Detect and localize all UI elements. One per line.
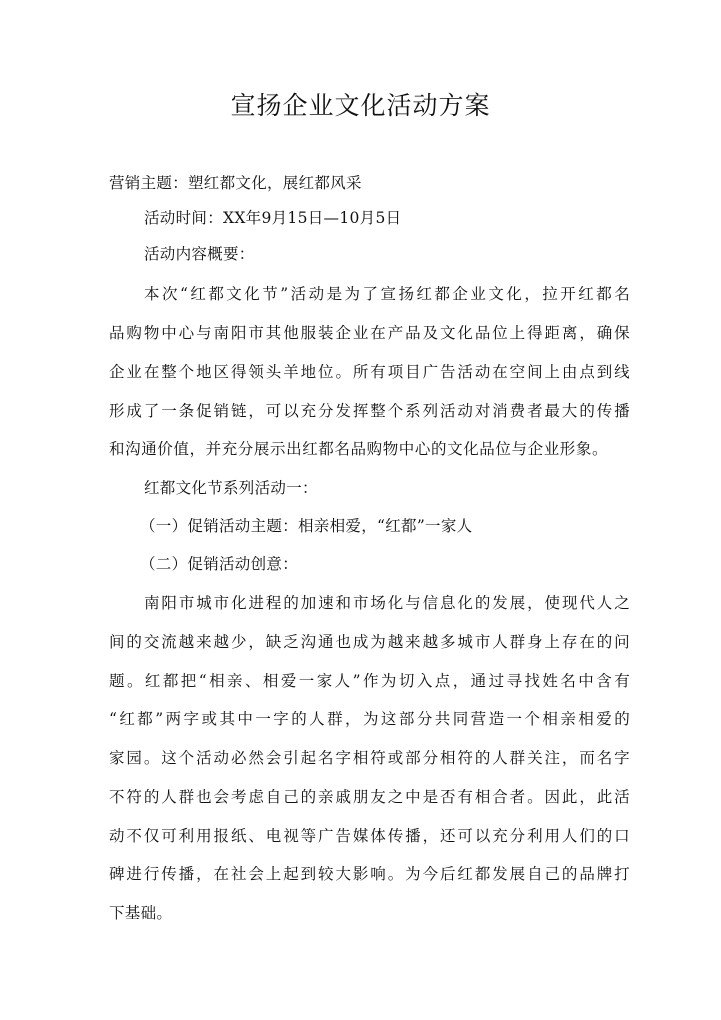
paragraph-line: 碑进行传播，在社会上起到较大影响。为今后红都发展自己的品牌打 (109, 865, 630, 883)
paragraph-line: 本次“红都文化节”活动是为了宣扬红都企业文化，拉开红都名 (144, 285, 630, 303)
document-title: 宣扬企业文化活动方案 (230, 91, 491, 120)
paragraph-line: 下基础。 (109, 904, 173, 922)
promotion-theme-line: （一）促销活动主题：相亲相爱，“红都”一家人 (140, 517, 473, 535)
paragraph-line: 间的交流越来越少，缺乏沟通也成为越来越多城市人群身上存在的问 (109, 633, 630, 651)
paragraph-line: 不符的人群也会考虑自己的亲戚朋友之中是否有相合者。因此，此活 (109, 788, 630, 806)
paragraph-line: 题。红都把“相亲、相爱一家人”作为切入点，通过寻找姓名中含有 (109, 672, 630, 690)
paragraph-line: 动不仅可利用报纸、电视等广告媒体传播，还可以充分利用人们的口 (109, 827, 630, 845)
paragraph-line: 家园。这个活动必然会引起名字相符或部分相符的人群关注，而名字 (109, 749, 630, 767)
paragraph-line: 形成了一条促销链，可以充分发挥整个系列活动对消费者最大的传播 (109, 402, 630, 420)
activity-time-line: 活动时间：XX年9月15日—10月5日 (144, 209, 402, 227)
paragraph-line: 企业在整个地区得领头羊地位。所有项目广告活动在空间上由点到线 (109, 363, 630, 381)
marketing-theme-line: 营销主题：塑红都文化，展红都风采 (109, 174, 362, 192)
paragraph-line: 南阳市城市化进程的加速和市场化与信息化的发展，使现代人之 (144, 594, 630, 612)
paragraph-line: “红都”两字或其中一字的人群，为这部分共同营造一个相亲相爱的 (109, 710, 630, 728)
promotion-idea-heading: （二）促销活动创意： (140, 555, 299, 573)
paragraph-line: 品购物中心与南阳市其他服装企业在产品及文化品位上得距离，确保 (109, 324, 630, 342)
series-activity-heading: 红都文化节系列活动一： (144, 479, 318, 497)
activity-overview-heading: 活动内容概要： (144, 245, 255, 263)
paragraph-line: 和沟通价值，并充分展示出红都名品购物中心的文化品位与企业形象。 (109, 440, 609, 458)
